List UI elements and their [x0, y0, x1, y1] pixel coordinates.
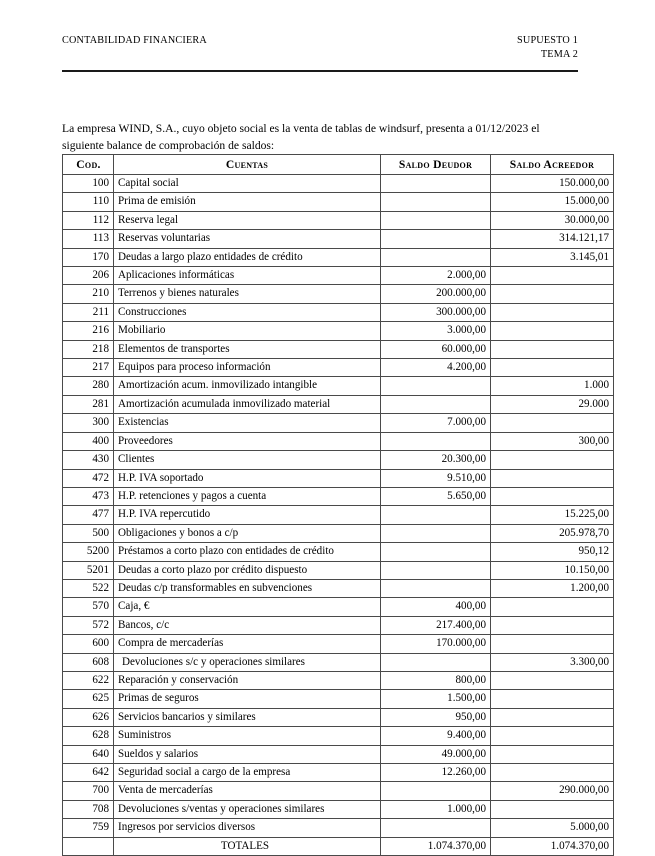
cell-cuentas: Capital social [114, 175, 381, 193]
cell-saldo-acreedor: 3.145,01 [491, 248, 614, 266]
cell-saldo-deudor: 3.000,00 [381, 322, 491, 340]
cell-saldo-acreedor: 205.978,70 [491, 524, 614, 542]
cell-saldo-acreedor: 1.000 [491, 377, 614, 395]
cell-saldo-deudor: 2.000,00 [381, 267, 491, 285]
cell-cod: 430 [63, 451, 114, 469]
cell-saldo-deudor [381, 506, 491, 524]
table-row [63, 819, 614, 837]
cell-cod: 759 [63, 819, 114, 837]
cell-cuentas: Bancos, c/c [114, 616, 381, 634]
table-row [63, 469, 614, 487]
table-row [63, 708, 614, 726]
cell-cod: 708 [63, 800, 114, 818]
cell-cod: 206 [63, 267, 114, 285]
cell-saldo-deudor: 300.000,00 [381, 303, 491, 321]
cell-saldo-deudor [381, 782, 491, 800]
header-divider [62, 70, 578, 72]
cell-cuentas: Reservas voluntarias [114, 230, 381, 248]
cell-cuentas: Devoluciones s/c y operaciones similares [114, 653, 381, 671]
cell-saldo-acreedor [491, 340, 614, 358]
cell-saldo-acreedor: 29.000 [491, 395, 614, 413]
column-header-saldo-deudor: Saldo Deudor [381, 155, 491, 175]
cell-saldo-acreedor [491, 469, 614, 487]
cell-cuentas: Obligaciones y bonos a c/p [114, 524, 381, 542]
cell-cuentas: Clientes [114, 451, 381, 469]
cell-cuentas: Deudas a largo plazo entidades de crédito [114, 248, 381, 266]
table-row [63, 414, 614, 432]
cell-saldo-acreedor [491, 671, 614, 689]
cell-saldo-acreedor [491, 487, 614, 505]
cell-saldo-deudor [381, 193, 491, 211]
totals-row [63, 837, 614, 855]
cell-cod: 600 [63, 635, 114, 653]
cell-cod: 281 [63, 395, 114, 413]
table-row [63, 359, 614, 377]
cell-cuentas: Primas de seguros [114, 690, 381, 708]
table-row [63, 745, 614, 763]
cell-saldo-deudor [381, 819, 491, 837]
table-row [63, 690, 614, 708]
tema-label: TEMA 2 [540, 49, 578, 60]
cell-cuentas: H.P. IVA soportado [114, 469, 381, 487]
table-row [63, 248, 614, 266]
cell-cod: 700 [63, 782, 114, 800]
cell-saldo-deudor: 9.400,00 [381, 727, 491, 745]
intro-paragraph: La empresa WIND, S.A., cuyo objeto social es la venta de tablas de windsurf, presenta a 01/12/2023 el siguiente balance de comprobación de saldos: [62, 121, 540, 152]
cell-saldo-deudor: 20.300,00 [381, 451, 491, 469]
cell-cod: 217 [63, 359, 114, 377]
cell-cuentas: Deudas c/p transformables en subvenciones [114, 579, 381, 597]
cell-saldo-acreedor: 30.000,00 [491, 211, 614, 229]
cell-saldo-acreedor [491, 635, 614, 653]
cell-cod: 522 [63, 579, 114, 597]
cell-cuentas: Mobiliario [114, 322, 381, 340]
table-row [63, 524, 614, 542]
cell-cod: 216 [63, 322, 114, 340]
cell-saldo-deudor: 1.000,00 [381, 800, 491, 818]
cell-cuentas: H.P. IVA repercutido [114, 506, 381, 524]
cell-saldo-acreedor [491, 322, 614, 340]
cell-cod: 113 [63, 230, 114, 248]
table-row [63, 671, 614, 689]
table-row [63, 653, 614, 671]
table-row [63, 211, 614, 229]
table-row [63, 395, 614, 413]
cell-saldo-acreedor [491, 451, 614, 469]
cell-saldo-deudor [381, 524, 491, 542]
table-head [63, 155, 614, 175]
cell-saldo-acreedor: 15.000,00 [491, 193, 614, 211]
cell-cuentas: Servicios bancarios y similares [114, 708, 381, 726]
cell-cod: 477 [63, 506, 114, 524]
cell-saldo-deudor [381, 377, 491, 395]
cell-cod: 500 [63, 524, 114, 542]
cell-cod: 570 [63, 598, 114, 616]
cell-saldo-deudor [381, 653, 491, 671]
cell-cod: 472 [63, 469, 114, 487]
totals-saldo-acreedor: 1.074.370,00 [491, 837, 614, 855]
cell-saldo-deudor: 12.260,00 [381, 764, 491, 782]
table-row [63, 598, 614, 616]
table-row [63, 635, 614, 653]
cell-cuentas: Terrenos y bienes naturales [114, 285, 381, 303]
course-title: CONTABILIDAD FINANCIERA [62, 35, 207, 46]
running-head [62, 34, 578, 62]
table-header-row [63, 155, 614, 175]
cell-saldo-acreedor: 300,00 [491, 432, 614, 450]
cell-cuentas: Amortización acum. inmovilizado intangible [114, 377, 381, 395]
cell-saldo-deudor: 400,00 [381, 598, 491, 616]
table-row [63, 193, 614, 211]
cell-saldo-deudor: 1.500,00 [381, 690, 491, 708]
cell-saldo-acreedor: 290.000,00 [491, 782, 614, 800]
cell-saldo-deudor: 200.000,00 [381, 285, 491, 303]
cell-cod: 170 [63, 248, 114, 266]
cell-saldo-acreedor: 10.150,00 [491, 561, 614, 579]
table-row [63, 506, 614, 524]
table-row [63, 432, 614, 450]
balance-table-wrapper [62, 154, 609, 856]
cell-saldo-acreedor: 150.000,00 [491, 175, 614, 193]
cell-cod: 211 [63, 303, 114, 321]
cell-saldo-acreedor [491, 598, 614, 616]
cell-saldo-acreedor: 950,12 [491, 543, 614, 561]
cell-cod: 5201 [63, 561, 114, 579]
cell-cod: 210 [63, 285, 114, 303]
totals-saldo-deudor: 1.074.370,00 [381, 837, 491, 855]
cell-saldo-acreedor [491, 359, 614, 377]
cell-saldo-deudor [381, 175, 491, 193]
cell-cuentas: H.P. retenciones y pagos a cuenta [114, 487, 381, 505]
cell-cod: 5200 [63, 543, 114, 561]
table-row [63, 727, 614, 745]
cell-saldo-deudor [381, 248, 491, 266]
table-row [63, 487, 614, 505]
cell-cuentas: Proveedores [114, 432, 381, 450]
cell-saldo-deudor: 800,00 [381, 671, 491, 689]
table-row [63, 322, 614, 340]
cell-saldo-acreedor [491, 285, 614, 303]
cell-cod: 608 [63, 653, 114, 671]
cell-cod: 218 [63, 340, 114, 358]
table-row [63, 616, 614, 634]
cell-cuentas: Reparación y conservación [114, 671, 381, 689]
column-header-cuentas: Cuentas [114, 155, 381, 175]
cell-cuentas: Elementos de transportes [114, 340, 381, 358]
cell-saldo-deudor [381, 395, 491, 413]
cell-saldo-deudor [381, 579, 491, 597]
cell-cod: 112 [63, 211, 114, 229]
cell-cuentas: Sueldos y salarios [114, 745, 381, 763]
cell-cod: 280 [63, 377, 114, 395]
table-row [63, 340, 614, 358]
table-row [63, 285, 614, 303]
cell-cuentas: Caja, € [114, 598, 381, 616]
supuesto-label: SUPUESTO 1 [517, 35, 578, 46]
cell-saldo-acreedor: 314.121,17 [491, 230, 614, 248]
assignment-info [517, 34, 578, 62]
cell-saldo-acreedor: 3.300,00 [491, 653, 614, 671]
cell-saldo-deudor: 950,00 [381, 708, 491, 726]
cell-cod: 100 [63, 175, 114, 193]
cell-saldo-deudor: 4.200,00 [381, 359, 491, 377]
cell-cod: 640 [63, 745, 114, 763]
cell-cuentas: Existencias [114, 414, 381, 432]
table-row [63, 303, 614, 321]
cell-cod: 572 [63, 616, 114, 634]
cell-saldo-acreedor: 15.225,00 [491, 506, 614, 524]
cell-cod: 473 [63, 487, 114, 505]
totals-label: TOTALES [114, 837, 381, 855]
cell-saldo-deudor: 60.000,00 [381, 340, 491, 358]
cell-saldo-deudor: 49.000,00 [381, 745, 491, 763]
cell-saldo-acreedor [491, 800, 614, 818]
cell-cod: 300 [63, 414, 114, 432]
cell-saldo-acreedor: 1.200,00 [491, 579, 614, 597]
cell-cuentas: Devoluciones s/ventas y operaciones similares [114, 800, 381, 818]
cell-cod: 626 [63, 708, 114, 726]
cell-cod: 642 [63, 764, 114, 782]
table-row [63, 764, 614, 782]
cell-cuentas: Construcciones [114, 303, 381, 321]
cell-cuentas: Ingresos por servicios diversos [114, 819, 381, 837]
cell-cod: 625 [63, 690, 114, 708]
cell-cuentas: Suministros [114, 727, 381, 745]
table-row [63, 377, 614, 395]
balance-table [62, 154, 614, 856]
cell-cuentas: Venta de mercaderías [114, 782, 381, 800]
cell-cuentas: Seguridad social a cargo de la empresa [114, 764, 381, 782]
table-row [63, 267, 614, 285]
table-row [63, 175, 614, 193]
table-row [63, 451, 614, 469]
cell-saldo-deudor [381, 561, 491, 579]
table-body [63, 175, 614, 856]
cell-saldo-deudor: 217.400,00 [381, 616, 491, 634]
cell-cuentas: Préstamos a corto plazo con entidades de crédito [114, 543, 381, 561]
cell-saldo-acreedor: 5.000,00 [491, 819, 614, 837]
column-header-saldo-acreedor: Saldo Acreedor [491, 155, 614, 175]
cell-saldo-acreedor [491, 267, 614, 285]
cell-saldo-deudor: 7.000,00 [381, 414, 491, 432]
cell-saldo-acreedor [491, 690, 614, 708]
table-row [63, 230, 614, 248]
cell-cod: 628 [63, 727, 114, 745]
cell-cuentas: Compra de mercaderías [114, 635, 381, 653]
cell-saldo-deudor: 5.650,00 [381, 487, 491, 505]
cell-saldo-acreedor [491, 727, 614, 745]
table-row [63, 800, 614, 818]
cell-cuentas: Amortización acumulada inmovilizado material [114, 395, 381, 413]
cell-saldo-deudor [381, 230, 491, 248]
cell-saldo-deudor [381, 432, 491, 450]
cell-saldo-deudor [381, 211, 491, 229]
table-row [63, 561, 614, 579]
cell-saldo-acreedor [491, 708, 614, 726]
cell-cuentas: Aplicaciones informáticas [114, 267, 381, 285]
cell-cuentas: Equipos para proceso información [114, 359, 381, 377]
cell-cod: 110 [63, 193, 114, 211]
cell-cod: 622 [63, 671, 114, 689]
cell-saldo-acreedor [491, 414, 614, 432]
table-row [63, 543, 614, 561]
cell-saldo-deudor [381, 543, 491, 561]
cell-cuentas: Deudas a corto plazo por crédito dispuesto [114, 561, 381, 579]
cell-cod: 400 [63, 432, 114, 450]
cell-saldo-acreedor [491, 303, 614, 321]
cell-saldo-acreedor [491, 764, 614, 782]
cell-saldo-deudor: 9.510,00 [381, 469, 491, 487]
cell-cuentas: Prima de emisión [114, 193, 381, 211]
column-header-cod: Cod. [63, 155, 114, 175]
table-row [63, 782, 614, 800]
table-row [63, 579, 614, 597]
totals-cell-cod [63, 837, 114, 855]
cell-saldo-acreedor [491, 616, 614, 634]
cell-saldo-acreedor [491, 745, 614, 763]
cell-cuentas: Reserva legal [114, 211, 381, 229]
cell-saldo-deudor: 170.000,00 [381, 635, 491, 653]
